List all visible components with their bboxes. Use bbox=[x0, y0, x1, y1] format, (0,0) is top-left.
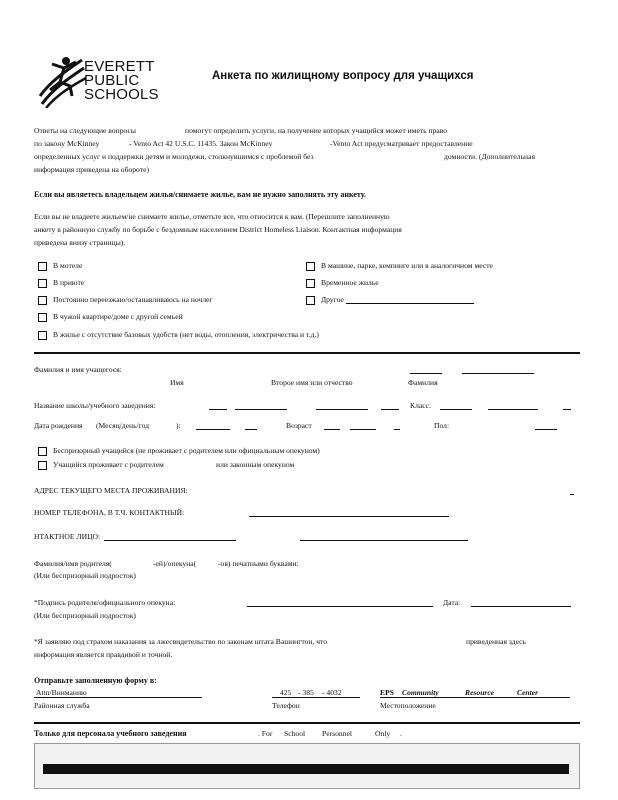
send-to-heading: Отправьте заполненную форму в: bbox=[34, 676, 157, 685]
option-label: В чужой квартире/доме с другой семьей bbox=[53, 312, 183, 321]
lives-with-label: или законным опекуном bbox=[216, 460, 295, 469]
dob-label: Дата рождения bbox=[34, 421, 83, 430]
checkbox-other[interactable] bbox=[306, 296, 315, 305]
intro-text: -Vento Act предусматривает предоставление bbox=[330, 139, 473, 148]
logo-line-1: EVERETT bbox=[84, 58, 155, 75]
logo-line-3: SCHOOLS bbox=[84, 86, 159, 103]
school-name-field[interactable] bbox=[209, 409, 227, 410]
option-label: Другое bbox=[321, 295, 344, 304]
age-label: Возраст bbox=[286, 421, 312, 430]
staff-only-word: . bbox=[400, 729, 402, 738]
address-field[interactable] bbox=[570, 494, 574, 495]
intro-text: по закону McKinney bbox=[34, 139, 100, 148]
parent-name-note: (Или беспризорный подросток) bbox=[34, 571, 136, 580]
parent-name-label: Фамилия/имя родителя( bbox=[34, 559, 112, 568]
district-logo bbox=[36, 52, 166, 108]
checkbox-moving[interactable] bbox=[38, 296, 47, 305]
date-field[interactable] bbox=[471, 606, 571, 607]
checkbox-unaccompanied[interactable] bbox=[38, 447, 47, 456]
option-label: В приюте bbox=[53, 278, 85, 287]
phone-part: - 4032 bbox=[322, 688, 342, 697]
checkbox-car-park[interactable] bbox=[306, 262, 315, 271]
running-figure-icon bbox=[36, 52, 88, 108]
staff-only-word: Only bbox=[375, 729, 391, 738]
sex-label: Пол: bbox=[434, 421, 450, 430]
intro-text: помогут определить услуги, на получение которых учащийся может иметь право bbox=[185, 126, 448, 135]
option-label: Постоянно переезжаю/останавливаюсь на ночлег bbox=[53, 295, 213, 304]
lives-with-label: Учащийся проживает с родителем bbox=[53, 460, 164, 469]
contact-person-field[interactable] bbox=[300, 540, 468, 541]
checkbox-temporary[interactable] bbox=[306, 279, 315, 288]
dob-format: (Месяц/день/год bbox=[96, 421, 150, 430]
unaccompanied-label: Беспризорный учащийся (не проживает с родителем или официальным опекуном) bbox=[53, 446, 320, 455]
last-name-caption: Фамилия bbox=[408, 378, 438, 387]
district-service-caption: Районная служба bbox=[34, 701, 90, 710]
signature-label: *Подпись родителя/официального опекуна: bbox=[34, 598, 176, 607]
intro-text: домности. (Дополнительная bbox=[444, 152, 535, 161]
student-name-label: Фамилия и имя учащегося: bbox=[34, 365, 122, 374]
date-label: Дата: bbox=[443, 598, 461, 607]
signature-field[interactable] bbox=[247, 606, 433, 607]
checkbox-substandard[interactable] bbox=[38, 331, 47, 340]
owner-note: Если вы являетесь владельцем жилья/снимаете жилье, вам не нужно заполнять эту анкету. bbox=[34, 190, 366, 199]
logo-line-2: PUBLIC bbox=[84, 72, 140, 89]
location-word: Resource bbox=[465, 688, 495, 697]
instruction-line: Если вы не владеете жильем/не снимаете жилье, отметьте все, что относится к вам. (Перешлите заполненную bbox=[34, 212, 390, 221]
school-name-field[interactable] bbox=[381, 409, 399, 410]
grade-label: Класс: bbox=[410, 401, 432, 410]
staff-only-word: Personnel bbox=[322, 729, 352, 738]
redaction-bar bbox=[43, 764, 569, 774]
intro-text: информация приведена на обороте) bbox=[34, 165, 149, 174]
staff-only-word: . For bbox=[258, 729, 273, 738]
checkbox-doubled-up[interactable] bbox=[38, 313, 47, 322]
student-name-field[interactable] bbox=[462, 373, 534, 374]
school-name-field[interactable] bbox=[316, 409, 368, 410]
parent-name-label: -ей)/опекуна( bbox=[153, 559, 197, 568]
declaration-text: информация является правдивой и точной. bbox=[34, 650, 173, 659]
staff-only-box bbox=[34, 743, 580, 789]
first-name-caption: Имя bbox=[170, 378, 184, 387]
intro-text: Ответы на следующие вопросы bbox=[34, 126, 136, 135]
checkbox-shelter[interactable] bbox=[38, 279, 47, 288]
option-label: В мотеле bbox=[53, 261, 83, 270]
intro-text: - Vento Act 42 U.S.C. 11435. Закон McKinney bbox=[129, 139, 273, 148]
checkbox-motel[interactable] bbox=[38, 262, 47, 271]
location-line bbox=[380, 697, 570, 698]
contact-person-field[interactable] bbox=[104, 540, 236, 541]
dob-close: ): bbox=[176, 421, 181, 430]
address-label: АДРЕС ТЕКУЩЕГО МЕСТА ПРОЖИВАНИЯ: bbox=[34, 486, 188, 495]
intro-text: определенных услуг и поддержки детям и молодежи, столкнувшимся с проблемой без bbox=[34, 152, 314, 161]
phone-field[interactable] bbox=[249, 516, 449, 517]
grade-field[interactable] bbox=[440, 409, 472, 410]
sex-field[interactable] bbox=[535, 429, 557, 430]
declaration-text: *Я заявляю под страхом наказания за лжесвидетельство по законам штата Вашингтон, что bbox=[34, 637, 328, 646]
checkbox-lives-with-parent[interactable] bbox=[38, 461, 47, 470]
send-to-attention: Attn/Вниманию bbox=[36, 688, 87, 697]
phone-label: НОМЕР ТЕЛЕФОНА, В Т.Ч. КОНТАКТНЫЙ: bbox=[34, 508, 185, 517]
school-name-label: Название школы/учебного заведения: bbox=[34, 401, 156, 410]
section-divider bbox=[34, 352, 580, 354]
grade-field[interactable] bbox=[563, 409, 571, 410]
age-field[interactable] bbox=[394, 429, 400, 430]
option-label: Временное жилье bbox=[321, 278, 379, 287]
dob-field[interactable] bbox=[245, 429, 257, 430]
location-word: Community bbox=[402, 688, 439, 697]
declaration-text: приведенная здесь bbox=[466, 637, 526, 646]
phone-part: - 385 bbox=[298, 688, 314, 697]
option-label: В жилье с отсутствие базовых удобств (нет воды, отопления, электричества и т.д.) bbox=[53, 330, 319, 339]
section-divider bbox=[34, 722, 580, 724]
grade-field[interactable] bbox=[488, 409, 538, 410]
age-field[interactable] bbox=[324, 429, 340, 430]
middle-name-caption: Второе имя или отчество bbox=[271, 378, 353, 387]
phone-line bbox=[272, 697, 360, 698]
district-service-line bbox=[34, 697, 202, 698]
option-label: В машине, парке, кемпинге или в аналогичном месте bbox=[321, 261, 493, 270]
instruction-line: приведена внизу страницы). bbox=[34, 238, 126, 247]
location-caption: Местоположение bbox=[380, 701, 436, 710]
age-field[interactable] bbox=[350, 429, 376, 430]
other-input-line[interactable] bbox=[346, 303, 474, 304]
staff-only-heading: Только для персонала учебного заведения bbox=[34, 729, 187, 738]
location-word: Center bbox=[517, 688, 539, 697]
parent-name-label: -ов) печатными буквами: bbox=[218, 559, 299, 568]
location-word: EPS bbox=[380, 688, 394, 697]
school-name-field[interactable] bbox=[235, 409, 287, 410]
contact-person-label: НТАКТНОЕ ЛИЦО: bbox=[34, 532, 101, 541]
dob-field[interactable] bbox=[196, 429, 230, 430]
instruction-line: анкету в районную службу по борьбе с бездомным населением District Homeless Liaison. Контактная информация bbox=[34, 225, 402, 234]
student-name-field[interactable] bbox=[410, 373, 442, 374]
phone-part: 425 bbox=[280, 688, 292, 697]
form-title: Анкета по жилищному вопросу для учащихся bbox=[212, 70, 474, 82]
phone-caption: Телефон bbox=[272, 701, 300, 710]
staff-only-word: School bbox=[284, 729, 306, 738]
signature-note: (Или беспризорный подросток) bbox=[34, 611, 136, 620]
